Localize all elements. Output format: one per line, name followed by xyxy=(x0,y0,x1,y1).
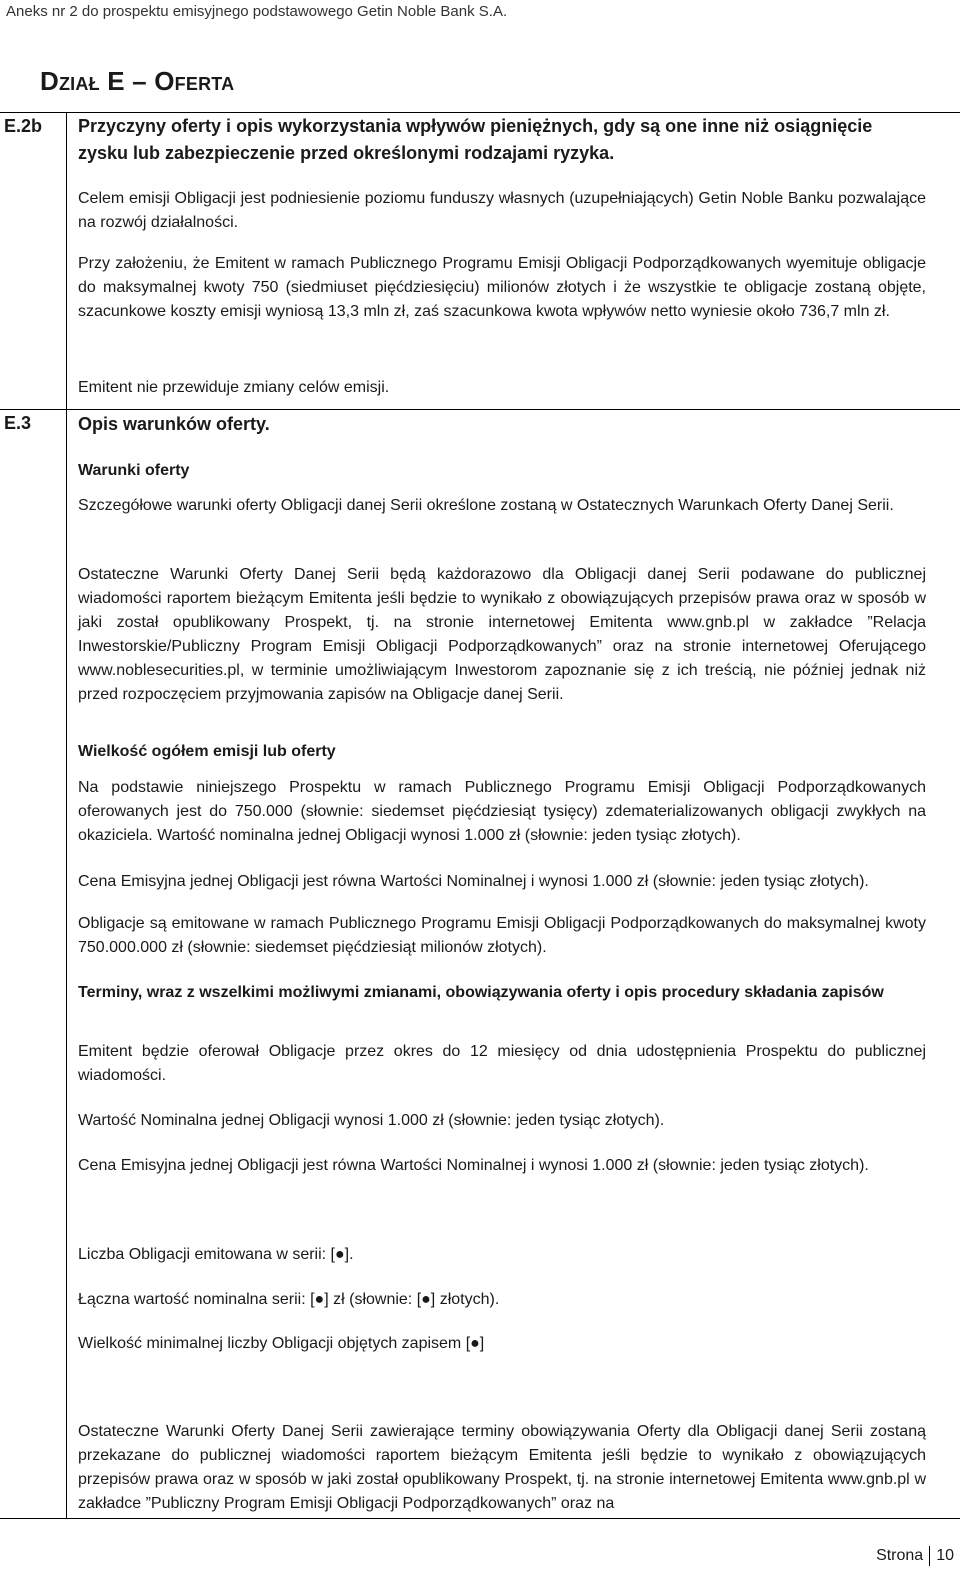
paragraph: Emitent będzie oferował Obligacje przez okres do 12 miesięcy od dnia udostępnienia Prospektu do publicznej wiadomości. xyxy=(78,1043,926,1084)
paragraph: Ostateczne Warunki Oferty Danej Serii zawierające terminy obowiązywania Oferty dla Obligacji danej Serii zostaną przekazane do publicznej wiadomości raportem bieżącym Emitenta jeśli będzie to wynikało z obowiązujących przepisów prawa oraz w sposób w jaki został opublikowany Prospekt, tj. na stronie internetowej Emitenta www.gnb.pl w zakładce ”Publiczny Program Emisji Obligacji Podporządkowanych” oraz na xyxy=(78,1423,926,1512)
subheading-warunki-oferty: Warunki oferty xyxy=(78,462,190,479)
running-header: Aneks nr 2 do prospektu emisyjnego podstawowego Getin Noble Bank S.A. xyxy=(6,3,508,20)
row-code-e2b: E.2b xyxy=(4,116,43,136)
paragraph: Emitent nie przewiduje zmiany celów emisji. xyxy=(78,379,390,396)
paragraph: Ostateczne Warunki Oferty Danej Serii będą każdorazowo dla Obligacji danej Serii podawane do publicznej wiadomości raportem bieżącym Emitenta jeśli będzie to wynikało z obowiązujących przepisów prawa oraz w sposób w jaki został opublikowany Prospekt, tj. na stronie internetowej Emitenta www.gnb.pl w zakładce ”Relacja Inwestorskie/Publiczny Program Emisji Obligacji Podporządkowanych” oraz na stronie internetowej Oferującego www.noblesecurities.pl, w terminie umożliwiającym Inwestorom zapoznanie się z ich treścią, nie później jednak niż przed rozpoczęciem przyjmowania zapisów na Obligacje danej Serii. xyxy=(78,566,926,703)
page-label: Strona xyxy=(876,1547,924,1564)
row-divider-e3 xyxy=(0,409,960,410)
subheading-wielkosc-emisji: Wielkość ogółem emisji lub oferty xyxy=(78,743,336,760)
table-bottom-rule xyxy=(0,1518,960,1519)
page-footer xyxy=(876,1546,954,1566)
label-column xyxy=(0,112,67,1518)
row-heading-e3: Opis warunków oferty. xyxy=(78,414,270,434)
subheading-terminy: Terminy, wraz z wszelkimi możliwymi zmianami, obowiązywania oferty i opis procedury składania zapisów xyxy=(78,984,884,1001)
paragraph: Cena Emisyjna jednej Obligacji jest równa Wartości Nominalnej i wynosi 1.000 zł (słownie: jeden tysiąc złotych). xyxy=(78,873,869,890)
paragraph: Wielkość minimalnej liczby Obligacji objętych zapisem [●] xyxy=(78,1335,485,1352)
section-title: Dział E – Oferta xyxy=(40,66,235,96)
row-heading-e2b: Przyczyny oferty i opis wykorzystania wpływów pieniężnych, gdy są one inne niż osiągnięcie zysku lub zabezpieczenie przed określonymi rodzajami ryzyka. xyxy=(78,116,873,163)
paragraph: Liczba Obligacji emitowana w serii: [●]. xyxy=(78,1246,354,1263)
row-code-e3: E.3 xyxy=(4,413,32,433)
paragraph: Obligacje są emitowane w ramach Publicznego Programu Emisji Obligacji Podporządkowanych do maksymalnej kwoty 750.000.000 zł (słownie: siedemset pięćdziesiąt milionów złotych). xyxy=(78,915,926,956)
paragraph: Łączna wartość nominalna serii: [●] zł (słownie: [●] złotych). xyxy=(78,1291,500,1308)
paragraph: Celem emisji Obligacji jest podniesienie poziomu funduszy własnych (uzupełniających) Getin Noble Banku pozwalające na rozwój działalności. xyxy=(78,190,926,231)
page-number: 10 xyxy=(936,1547,954,1564)
paragraph: Wartość Nominalna jednej Obligacji wynosi 1.000 zł (słownie: jeden tysiąc złotych). xyxy=(78,1112,665,1129)
paragraph: Przy założeniu, że Emitent w ramach Publicznego Programu Emisji Obligacji Podporządkowanych wyemituje obligacje do maksymalnej kwoty 750 (siedmiuset pięćdziesięciu) milionów złotych i że wszystkie te obligacje zostaną objęte, szacunkowe koszty emisji wyniosą 13,3 mln zł, zaś szacunkowa kwota wpływów netto wyniesie około 736,7 mln zł. xyxy=(78,255,926,320)
paragraph: Szczegółowe warunki oferty Obligacji danej Serii określone zostaną w Ostatecznych Warunkach Oferty Danej Serii. xyxy=(78,497,894,514)
paragraph: Cena Emisyjna jednej Obligacji jest równa Wartości Nominalnej i wynosi 1.000 zł (słownie: jeden tysiąc złotych). xyxy=(78,1157,869,1174)
paragraph: Na podstawie niniejszego Prospektu w ramach Publicznego Programu Emisji Obligacji Podporządkowanych oferowanych jest do 750.000 (słownie: siedemset pięćdziesiąt tysięcy) zdematerializowanych obligacji zwykłych na okaziciela. Wartość nominalna jednej Obligacji wynosi 1.000 zł (słownie: jeden tysiąc złotych). xyxy=(78,779,926,844)
footer-separator xyxy=(929,1546,930,1566)
